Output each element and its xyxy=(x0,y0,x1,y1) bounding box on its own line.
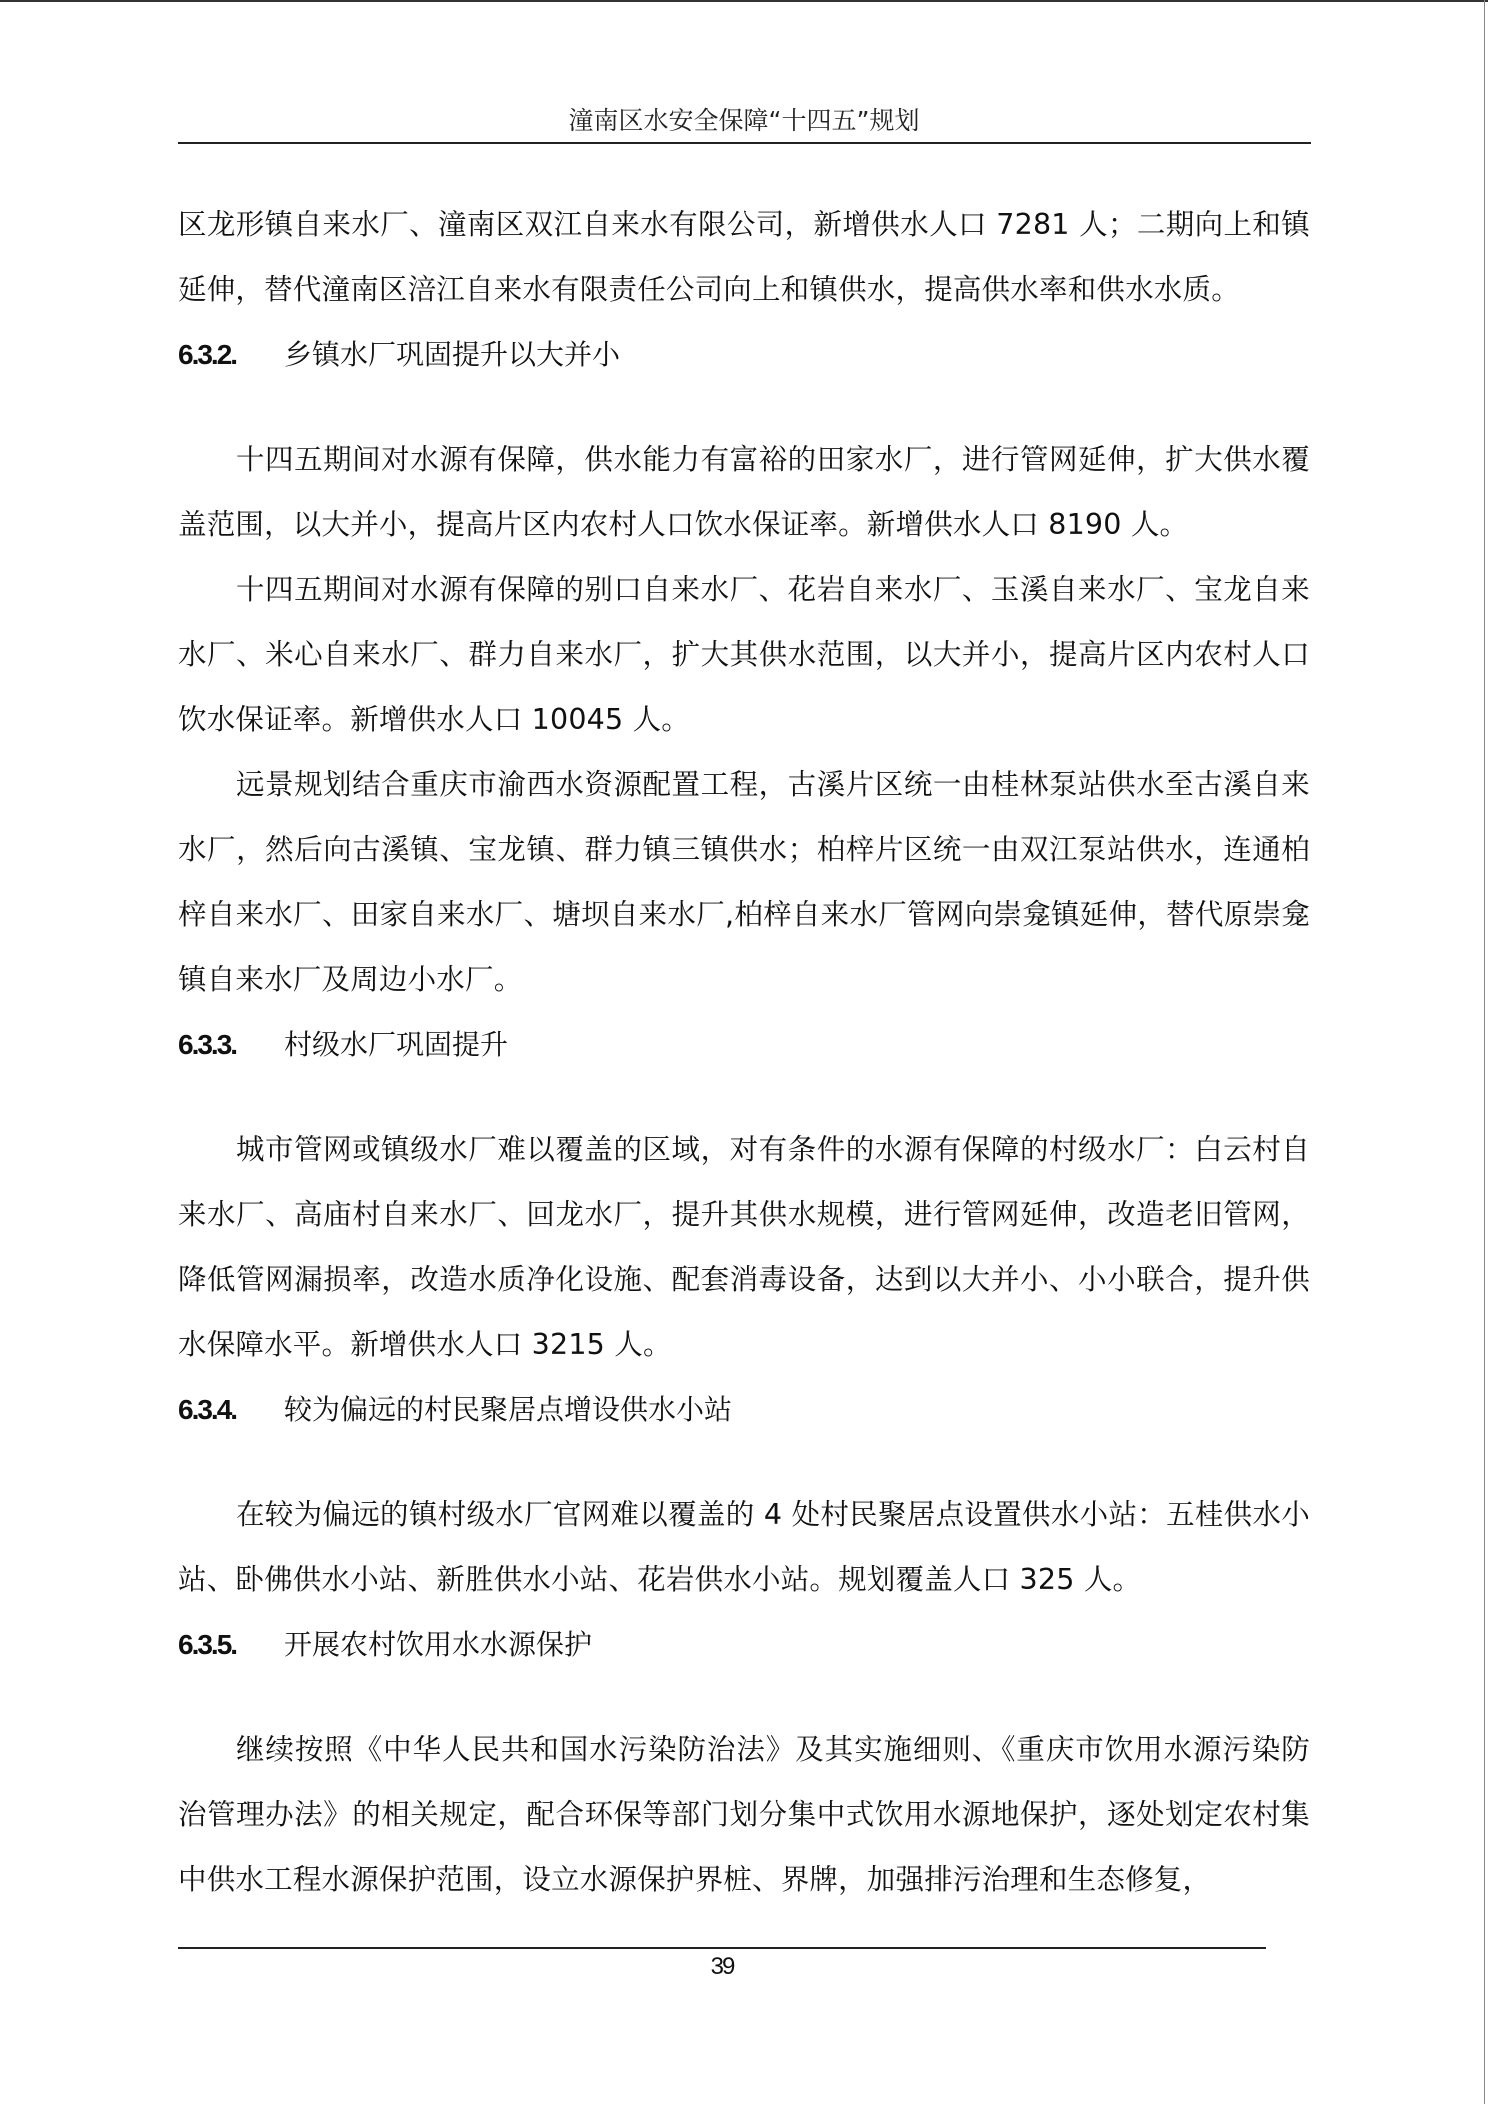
paragraph: 在较为偏远的镇村级水厂官网难以覆盖的 4 处村民聚居点设置供水小站：五桂供水小站、卧佛供水小站、新胜供水小站、花岩供水小站。规划覆盖人口 325 人。 xyxy=(178,1498,1310,1596)
running-header-title: 潼南区水安全保障“十四五”规划 xyxy=(568,106,920,135)
document-body xyxy=(178,192,1310,1912)
page-number: 39 xyxy=(710,1953,734,1980)
paragraph: 十四五期间对水源有保障，供水能力有富裕的田家水厂，进行管网延伸，扩大供水覆盖范围，以大并小，提高片区内农村人口饮水保证率。新增供水人口 8190 人。 xyxy=(178,443,1310,541)
section-title: 村级水厂巩固提升 xyxy=(284,1028,509,1061)
section-title: 开展农村饮用水水源保护 xyxy=(284,1628,593,1661)
paragraph: 远景规划结合重庆市渝西水资源配置工程，古溪片区统一由桂林泵站供水至古溪自来水厂，然后向古溪镇、宝龙镇、群力镇三镇供水；柏梓片区统一由双江泵站供水，连通柏梓自来水厂、田家自来水厂、塘坝自来水厂,柏梓自来水厂管网向崇龛镇延伸，替代原崇龛镇自来水厂及周边小水厂。 xyxy=(178,768,1310,996)
page-right-border xyxy=(1484,0,1485,2104)
page-top-border xyxy=(0,0,1488,2)
section-heading-6-3-3 xyxy=(178,1012,1310,1077)
section-number: 6.3.5. xyxy=(178,1629,237,1660)
paragraph: 城市管网或镇级水厂难以覆盖的区域，对有条件的水源有保障的村级水厂：白云村自来水厂、高庙村自来水厂、回龙水厂，提升其供水规模，进行管网延伸，改造老旧管网，降低管网漏损率，改造水质净化设施、配套消毒设备，达到以大并小、小小联合，提升供水保障水平。新增供水人口 3215 人。 xyxy=(178,1133,1310,1361)
section-number: 6.3.3. xyxy=(178,1029,237,1060)
paragraph: 十四五期间对水源有保障的别口自来水厂、花岩自来水厂、玉溪自来水厂、宝龙自来水厂、米心自来水厂、群力自来水厂，扩大其供水范围，以大并小，提高片区内农村人口饮水保证率。新增供水人口 10045 人。 xyxy=(178,573,1310,736)
section-title: 较为偏远的村民聚居点增设供水小站 xyxy=(284,1393,733,1426)
paragraph: 继续按照《中华人民共和国水污染防治法》及其实施细则、《重庆市饮用水源污染防治管理办法》的相关规定，配合环保等部门划分集中式饮用水源地保护，逐处划定农村集中供水工程水源保护范围，设立水源保护界桩、界牌，加强排污治理和生态修复， xyxy=(178,1733,1310,1896)
section-title: 乡镇水厂巩固提升以大并小 xyxy=(284,338,621,371)
section-heading-6-3-2 xyxy=(178,322,1310,387)
header-divider xyxy=(178,142,1311,144)
footer-divider xyxy=(178,1947,1266,1949)
section-heading-6-3-4 xyxy=(178,1377,1310,1442)
section-number: 6.3.2. xyxy=(178,339,237,370)
section-heading-6-3-5 xyxy=(178,1612,1310,1677)
paragraph: 区龙形镇自来水厂、潼南区双江自来水有限公司，新增供水人口 7281 人；二期向上和镇延伸，替代潼南区涪江自来水有限责任公司向上和镇供水，提高供水率和供水水质。 xyxy=(178,208,1310,306)
section-number: 6.3.4. xyxy=(178,1394,237,1425)
